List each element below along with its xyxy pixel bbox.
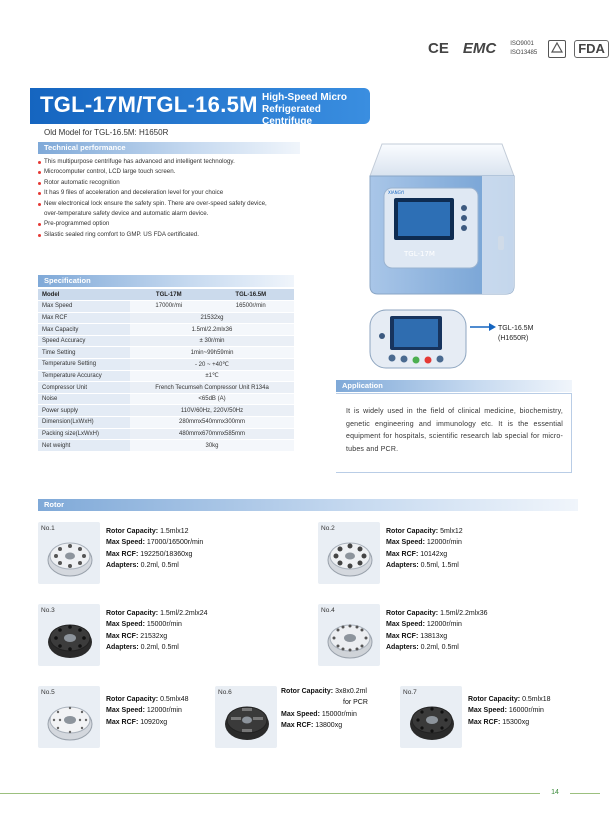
rotor-image [326,536,374,578]
rotor-image [46,536,94,578]
page-footer [0,786,600,800]
rotor-card: No.6 Rotor Capacity: 3x8x0.2ml for PCR Max Speed: 15000r/min Max RCF: 13800xg [215,686,395,748]
feature-item: This multipurpose centrifuge has advanced and intelligent technology. [38,157,300,167]
rotor-number: No.5 [41,689,55,696]
rotor-number: No.3 [41,607,55,614]
arrow-right-icon [470,322,496,332]
spec-table [38,289,294,452]
panel-model-label: TGL-16.5M (H1650R) [498,325,534,342]
rotor-card: No.4 Rotor Capacity: 1.5ml/2.2mlx36 Max Speed: 12000r/min Max RCF: 13813xg Adapters: 0.2ml, 0.5ml [318,604,558,666]
table-row: Max Speed 17000r/mi 16500r/min [38,301,294,313]
rotor-image [408,700,456,742]
rotor-number: No.7 [403,689,417,696]
rotor-image [326,618,374,660]
table-row: Net weight 30kg [38,440,294,452]
rotor-card: No.1 Rotor Capacity: 1.5mlx12 Max Speed: 17000/16500r/min Max RCF: 192250/18360xg Adapters: 0.2ml, 0.5ml [38,522,278,584]
spec-heading: Specification [38,275,294,287]
rotor-number: No.4 [321,607,335,614]
old-model-note: Old Model for TGL-16.5M: H1650R [44,128,169,137]
table-row: Packing size(LxWxH) 480mmx670mmx585mm [38,428,294,440]
page-number: 14 [540,786,570,800]
tech-feature-list [38,157,300,240]
feature-item: It has 9 files of acceleration and deceleration level for your choice [38,188,300,198]
feature-item: Microcomputer control, LCD large touch screen. [38,167,300,177]
centrifuge-image [352,136,520,300]
fda-mark: FDA [574,40,609,58]
rotor-image [46,700,94,742]
spec-header: TGL-16.5M [208,289,294,301]
table-row: Max RCF 21532xg [38,312,294,324]
rotor-image [46,618,94,660]
emc-mark: EMC [462,40,497,57]
table-row: Time Setting 1min~99h59min [38,347,294,359]
footer-divider [0,793,600,794]
table-row: Speed Accuracy ± 30r/min [38,335,294,347]
recycle-icon [548,40,566,58]
table-row: Compressor Unit French Tecumseh Compressor Unit R134a [38,382,294,394]
ce-mark: CE [428,40,449,57]
feature-item: Pre-programmed option [38,219,300,229]
application-heading: Application [336,380,572,392]
machine-model-label: TGL-17M [404,250,435,258]
machine-logo: XIANGYI [388,190,405,195]
table-row: Dimension(LxWxH) 280mmx540mmx300mm [38,417,294,429]
table-row: Temperature Accuracy ±1℃ [38,370,294,382]
feature-item: over-temperature safety device and automatic alarm device. [44,210,209,218]
tech-heading: Technical performance [38,142,300,154]
rotor-number: No.1 [41,525,55,532]
table-row: Temperature Setting - 20 ~ +40℃ [38,359,294,371]
spec-header: TGL-17M [130,289,208,301]
feature-item: Rotor automatic recognition [38,178,300,188]
table-row: Max Capacity 1.5ml/2.2mlx36 [38,324,294,336]
application-text: It is widely used in the field of clinical medicine, biochemistry, genetic engineering and immunology etc. It is the essential equipment for hospitals, scientific research lab special for micro-tubes and PCR. [336,393,572,473]
table-row: Noise <65dB (A) [38,393,294,405]
rotor-card: No.3 Rotor Capacity: 1.5ml/2.2mlx24 Max Speed: 15000r/min Max RCF: 21532xg Adapters: 0.2ml, 0.5ml [38,604,278,666]
rotor-card: No.5 Rotor Capacity: 0.5mlx48 Max Speed: 12000r/min Max RCF: 10920xg [38,686,213,748]
feature-item: Silastic sealed ring comfort to GMP. US FDA certificated. [38,230,300,240]
table-row: Power supply 110V/60Hz, 220V/50Hz [38,405,294,417]
rotor-image [223,700,271,742]
rotor-number: No.6 [218,689,232,696]
title-banner [30,88,370,127]
page-title: TGL-17M/TGL-16.5M [40,92,258,117]
iso-mark: ISO9001 ISO13485 [510,41,538,56]
rotor-number: No.2 [321,525,335,532]
page-subtitle: High-Speed Micro Refrigerated Centrifuge [262,92,348,127]
rotor-card: No.2 Rotor Capacity: 5mlx12 Max Speed: 12000r/min Max RCF: 10142xg Adapters: 0.5ml, 1.5ml [318,522,558,584]
control-panel-image [368,306,468,372]
rotor-heading: Rotor [38,499,578,511]
spec-header: Model [38,289,130,301]
feature-item: New electronical lock ensure the safety spin. There are over-speed safety device, [38,199,300,209]
certification-logos [425,40,609,58]
rotor-card: No.7 Rotor Capacity: 0.5mlx18 Max Speed: 16000r/min Max RCF: 15300xg [400,686,578,748]
